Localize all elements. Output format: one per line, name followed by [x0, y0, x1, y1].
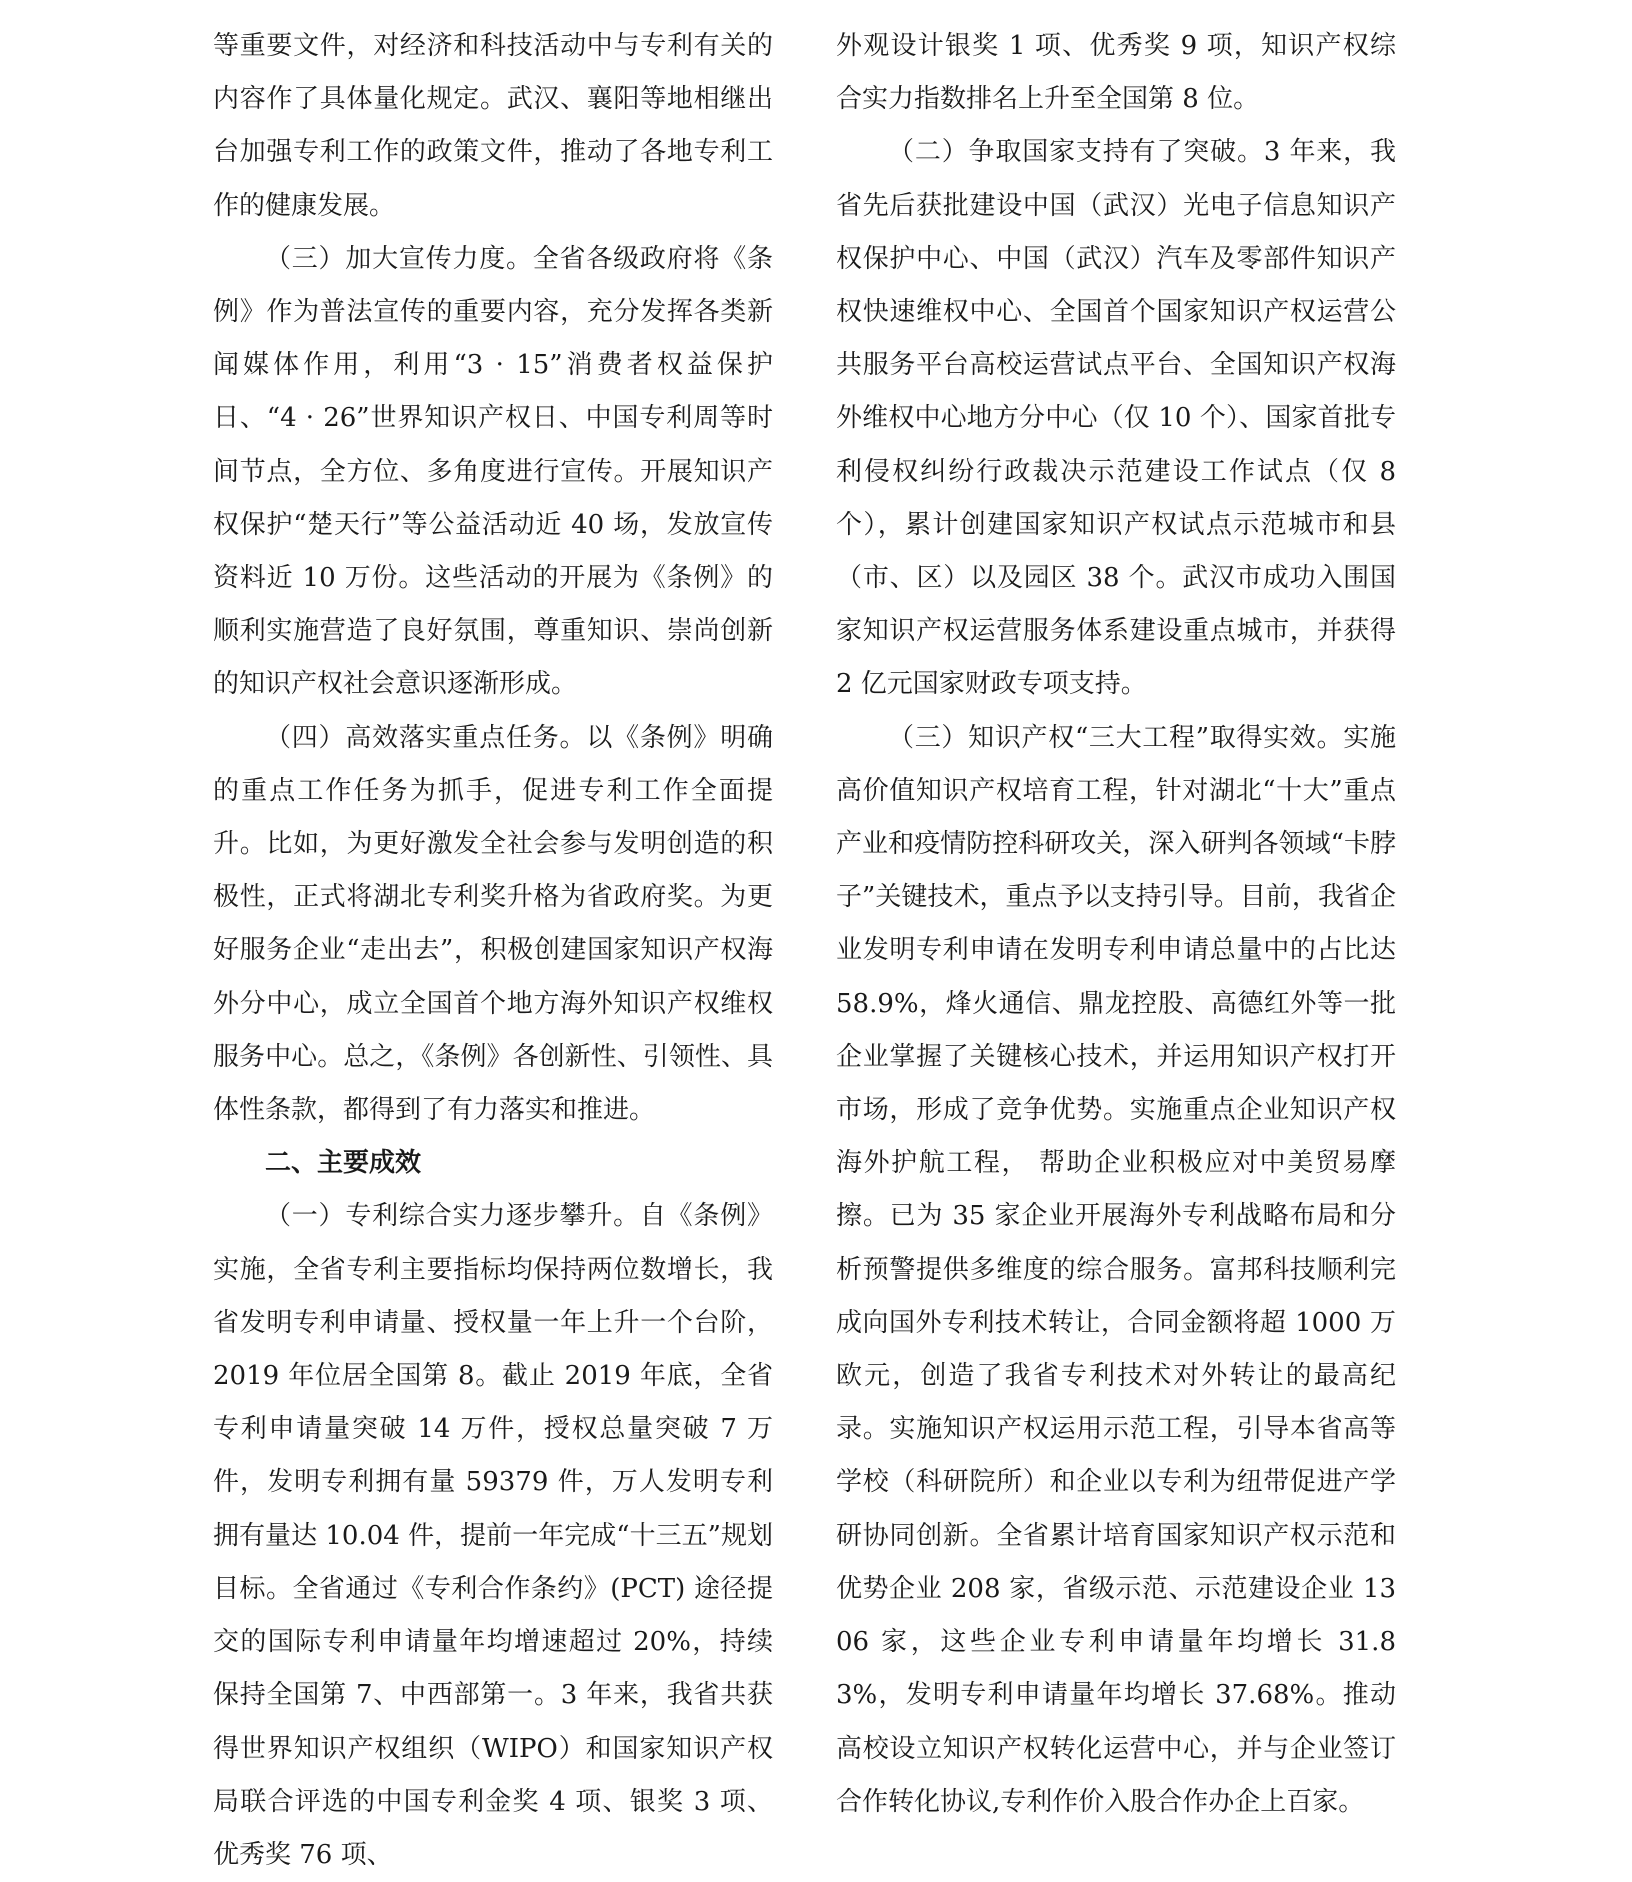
- left-paragraph-publicity: （三）加大宣传力度。全省各级政府将《条例》作为普法宣传的重要内容，充分发挥各类新闻媒体作用，利用“3 · 15”消费者权益保护日、“4 · 26”世界知识产权日、中国专利周等时间节点，全方位、多角度进行宣传。开展知识产权保护“楚天行”等公益活动近 40 场，发放宣传资料近 10 万份。这些活动的开展为《条例》的顺利实施营造了良好氛围，尊重知识、崇尚创新的知识产权社会意识逐渐形成。: [213, 243, 773, 700]
- left-paragraph-1-continued: 等重要文件，对经济和科技活动中与专利有关的内容作了具体量化规定。武汉、襄阳等地相继出台加强专利工作的政策文件，推动了各地专利工作的健康发展。: [213, 31, 773, 221]
- right-paragraph-three-projects: （三）知识产权“三大工程”取得实效。实施高价值知识产权培育工程，针对湖北“十大”重点产业和疫情防控科研攻关，深入研判各领域“卡脖子”关键技术，重点予以支持引导。目前，我省企业发明专利申请在发明专利申请总量中的占比达 58.9%，烽火通信、鼎龙控股、高德红外等一批企业掌握了关键核心技术，并运用知识产权打开市场，形成了竞争优势。实施重点企业知识产权海外护航工程， 帮助企业积极应对中美贸易摩擦。已为 35 家企业开展海外专利战略布局和分析预警提供多维度的综合服务。富邦科技顺利完成向国外专利技术转让，合同金额将超 1000 万欧元，创造了我省专利技术对外转让的最高纪录。实施知识产权运用示范工程，引导本省高等学校（科研院所）和企业以专利为纽带促进产学研协同创新。全省累计培育国家知识产权示范和优势企业 208 家，省级示范、示范建设企业 1306 家，这些企业专利申请量年均增长 31.83%，发明专利申请量年均增长 37.68%。推动高校设立知识产权转化运营中心，并与企业签订合作转化协议,专利作价入股合作办企上百家。: [836, 722, 1396, 1817]
- right-paragraph-national-support: （二）争取国家支持有了突破。3 年来，我省先后获批建设中国（武汉）光电子信息知识产权保护中心、中国（武汉）汽车及零部件知识产权快速维权中心、全国首个国家知识产权运营公共服务平台高校运营试点平台、全国知识产权海外维权中心地方分中心（仅 10 个）、国家首批专利侵权纠纷行政裁决示范建设工作试点（仅 8 个），累计创建国家知识产权试点示范城市和县（市、区）以及园区 38 个。武汉市成功入围国家知识产权运营服务体系建设重点城市，并获得 2 亿元国家财政专项支持。: [836, 137, 1396, 700]
- left-column: [213, 20, 773, 1882]
- left-paragraph-key-tasks: （四）高效落实重点任务。以《条例》明确的重点工作任务为抓手，促进专利工作全面提升。比如，为更好激发全社会参与发明创造的积极性，正式将湖北专利奖升格为省政府奖。为更好服务企业“走出去”，积极创建国家知识产权海外分中心，成立全国首个地方海外知识产权维权服务中心。总之，《条例》各创新性、引领性、具体性条款，都得到了有力落实和推进。: [213, 722, 773, 1126]
- section-heading-main-results: 二、主要成效: [265, 1148, 422, 1179]
- right-column: [836, 20, 1396, 1829]
- left-paragraph-patent-strength: （一）专利综合实力逐步攀升。自《条例》实施，全省专利主要指标均保持两位数增长，我省发明专利申请量、授权量一年上升一个台阶，2019 年位居全国第 8。截止 2019 年底，全省专利申请量突破 14 万件，授权总量突破 7 万件，发明专利拥有量 59379 件，万人发明专利拥有量达 10.04 件，提前一年完成“十三五”规划目标。全省通过《专利合作条约》(PCT) 途径提交的国际专利申请量年均增速超过 20%，持续保持全国第 7、中西部第一。3 年来，我省共获得世界知识产权组织（WIPO）和国家知识产权局联合评选的中国专利金奖 4 项、银奖 3 项、优秀奖 76 项、: [213, 1201, 773, 1870]
- right-paragraph-1-continued: 外观设计银奖 1 项、优秀奖 9 项，知识产权综合实力指数排名上升至全国第 8 位。: [836, 31, 1396, 115]
